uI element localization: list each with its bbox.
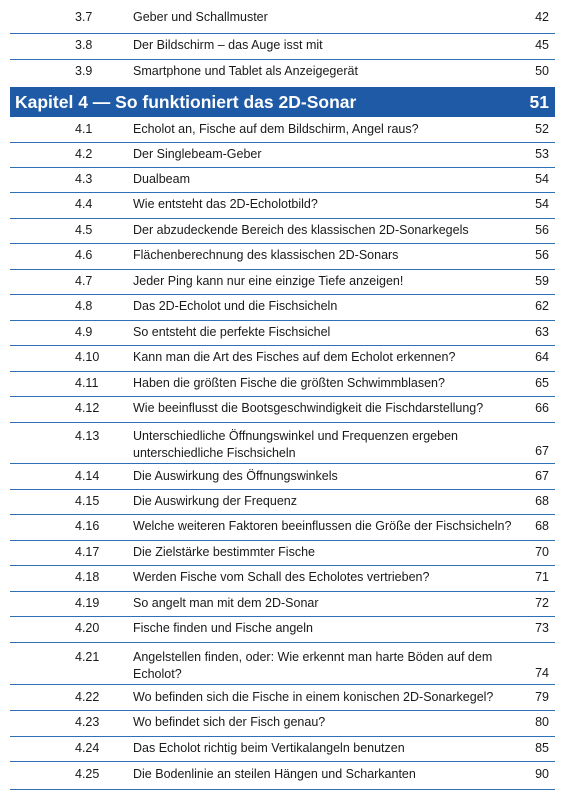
page-number: 54 [535,197,549,211]
section-title: Dualbeam [133,172,190,186]
section-number: 3.8 [75,38,93,52]
section-number: 4.3 [75,172,93,186]
page-number: 70 [535,545,549,559]
section-number: 4.11 [75,376,99,390]
page-number: 71 [535,570,549,584]
toc-row [10,193,555,219]
page-number: 53 [535,147,549,161]
section-title: So angelt man mit dem 2D-Sonar [133,596,319,610]
toc-row [10,143,555,168]
toc-row [10,423,555,464]
section-number: 4.2 [75,147,93,161]
page-number: 42 [535,10,549,24]
section-title: So entsteht die perfekte Fischsichel [133,325,331,339]
toc-row [10,372,555,397]
section-title: Die Auswirkung der Frequenz [133,494,297,508]
section-number: 4.14 [75,469,100,483]
toc-row [10,643,555,685]
section-title: Der abzudeckende Bereich des klassischen 2D-Sonarkegels [133,223,469,237]
page-number: 56 [535,223,549,237]
toc-row [10,168,555,193]
page-number: 67 [535,444,549,458]
page-number: 59 [535,274,549,288]
toc-row [10,541,555,566]
section-number: 4.1 [75,122,93,136]
page-number: 50 [535,64,549,78]
section-title: Das 2D-Echolot und die Fischsicheln [133,299,338,313]
page-number: 85 [535,741,549,755]
section-number: 4.7 [75,274,93,288]
page-number: 54 [535,172,549,186]
section-number: 4.4 [75,197,93,211]
section-number: 4.16 [75,519,100,533]
section-number: 4.18 [75,570,100,584]
page-number: 79 [535,690,549,704]
section-title: Der Singlebeam-Geber [133,147,262,161]
section-title: Geber und Schallmuster [133,10,268,24]
toc-row [10,34,555,60]
page-number: 52 [535,122,549,136]
section-title: Welche weiteren Faktoren beeinflussen die Größe der Fischsicheln? [133,519,512,533]
page-number: 80 [535,715,549,729]
chapter-heading [10,87,555,117]
section-number: 4.13 [75,429,100,443]
section-number: 4.19 [75,596,100,610]
section-title: Echolot an, Fische auf dem Bildschirm, Angel raus? [133,122,419,136]
section-number: 4.22 [75,690,100,704]
page-number: 62 [535,299,549,313]
toc-row [10,685,555,711]
toc-row [10,244,555,270]
section-title: Fische finden und Fische angeln [133,621,313,635]
toc-row [10,490,555,515]
section-title: Wo befinden sich die Fische in einem konischen 2D-Sonarkegel? [133,690,494,704]
page-number: 68 [535,519,549,533]
section-title: Smartphone und Tablet als Anzeigegerät [133,64,358,78]
page-number: 67 [535,469,549,483]
section-number: 4.24 [75,741,100,755]
section-title: Angelstellen finden, oder: Wie erkennt man harte Böden auf dem Echolot? [133,650,493,681]
page-number: 90 [535,767,549,781]
section-number: 4.8 [75,299,93,313]
section-number: 4.15 [75,494,100,508]
toc-row [10,762,555,790]
page-number: 45 [535,38,549,52]
section-title: Unterschiedliche Öffnungswinkel und Frequenzen ergeben unterschiedliche Fischsicheln [133,429,458,460]
toc-row [10,321,555,346]
section-number: 4.23 [75,715,100,729]
section-number: 4.10 [75,350,100,364]
toc-row [10,397,555,423]
section-number: 4.17 [75,545,100,559]
toc-row [10,515,555,541]
section-title: Das Echolot richtig beim Vertikalangeln benutzen [133,741,405,755]
section-number: 3.9 [75,64,93,78]
section-number: 4.25 [75,767,100,781]
chapter-title: Kapitel 4 — So funktioniert das 2D-Sonar [15,92,357,112]
page-number: 64 [535,350,549,364]
page-number: 66 [535,401,549,415]
section-title: Die Zielstärke bestimmter Fische [133,545,315,559]
toc-row [10,219,555,244]
toc-row [10,0,555,34]
toc-row [10,60,555,87]
section-title: Die Bodenlinie an steilen Hängen und Scharkanten [133,767,416,781]
page-number: 73 [535,621,549,635]
section-title: Kann man die Art des Fisches auf dem Echolot erkennen? [133,350,456,364]
toc-row [10,566,555,592]
section-title: Jeder Ping kann nur eine einzige Tiefe anzeigen! [133,274,404,288]
section-title: Wo befindet sich der Fisch genau? [133,715,326,729]
toc-row [10,117,555,143]
section-title: Wie entsteht das 2D-Echolotbild? [133,197,318,211]
page-number: 68 [535,494,549,508]
toc-row [10,464,555,490]
section-title: Die Auswirkung des Öffnungswinkels [133,469,338,483]
section-number: 4.20 [75,621,100,635]
toc-row [10,270,555,295]
section-title: Haben die größten Fische die größten Schwimmblasen? [133,376,445,390]
page-number: 74 [535,666,549,680]
section-title: Werden Fische vom Schall des Echolotes vertrieben? [133,570,430,584]
chapter-page-number: 51 [529,92,549,112]
section-number: 4.5 [75,223,93,237]
toc-row [10,711,555,737]
section-number: 4.21 [75,650,100,664]
toc-row [10,592,555,617]
section-number: 4.12 [75,401,100,415]
toc-row [10,737,555,762]
section-number: 4.9 [75,325,93,339]
page-number: 56 [535,248,549,262]
page-number: 72 [535,596,549,610]
section-title: Der Bildschirm – das Auge isst mit [133,38,323,52]
toc-row [10,295,555,321]
toc-row [10,617,555,643]
section-number: 4.6 [75,248,93,262]
section-number: 3.7 [75,10,93,24]
section-title: Wie beeinflusst die Bootsgeschwindigkeit die Fischdarstellung? [133,401,484,415]
page-number: 65 [535,376,549,390]
toc-row [10,346,555,372]
section-title: Flächenberechnung des klassischen 2D-Sonars [133,248,399,262]
page-number: 63 [535,325,549,339]
